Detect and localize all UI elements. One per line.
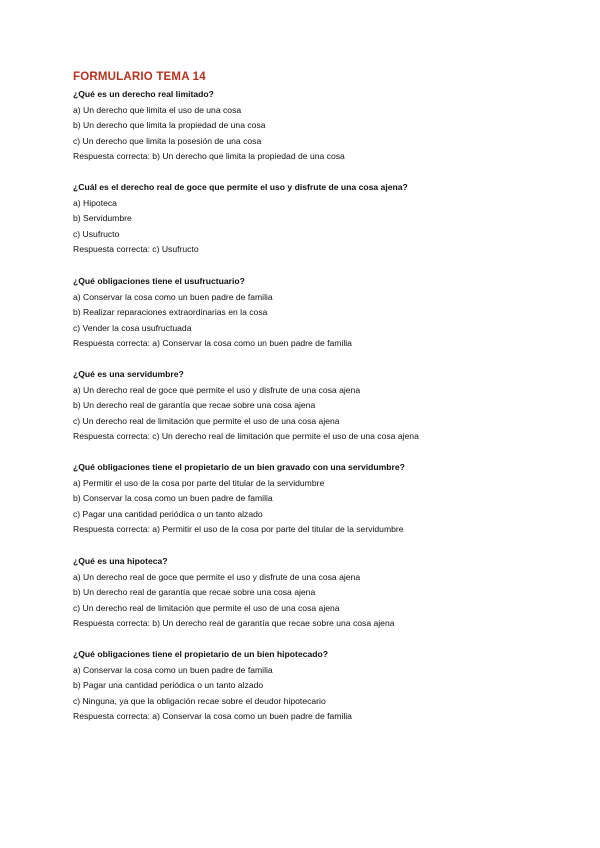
- option-b: b) Un derecho real de garantía que recae sobre una cosa ajena: [73, 400, 316, 410]
- option-a: a) Conservar la cosa como un buen padre de familia: [73, 291, 273, 302]
- correct-answer: Respuesta correcta: b) Un derecho que limita la propiedad de una cosa: [73, 151, 345, 161]
- option-b: b) Un derecho que limita la propiedad de una cosa: [73, 120, 266, 130]
- option-b: b) Servidumbre: [73, 213, 132, 223]
- question-block-4: [73, 367, 573, 445]
- option-a: a) Permitir el uso de la cosa por parte del titular de la servidumbre: [73, 477, 325, 488]
- question-block-1: [73, 87, 573, 165]
- question-block-3: [73, 274, 573, 352]
- question-text: ¿Qué es una hipoteca?: [73, 556, 168, 566]
- question-text: ¿Qué obligaciones tiene el propietario de un bien hipotecado?: [73, 649, 328, 659]
- option-c: c) Vender la cosa usufructuada: [73, 322, 192, 333]
- correct-answer: Respuesta correcta: a) Permitir el uso de la cosa por parte del titular de la servidumbre: [73, 524, 404, 534]
- question-text: ¿Qué es una servidumbre?: [73, 369, 184, 379]
- correct-answer: Respuesta correcta: c) Un derecho real de limitación que permite el uso de una cosa ajena: [73, 431, 419, 441]
- question-block-5: [73, 460, 573, 538]
- option-a: a) Conservar la cosa como un buen padre de familia: [73, 664, 273, 675]
- question-block-6: [73, 554, 573, 632]
- question-text: ¿Qué obligaciones tiene el propietario de un bien gravado con una servidumbre?: [73, 462, 405, 472]
- question-block-2: [73, 180, 573, 258]
- question-block-7: [73, 647, 573, 725]
- option-c: c) Un derecho real de limitación que permite el uso de una cosa ajena: [73, 602, 340, 613]
- question-text: ¿Qué obligaciones tiene el usufructuario?: [73, 276, 245, 286]
- question-text: ¿Qué es un derecho real limitado?: [73, 89, 214, 99]
- option-c: c) Pagar una cantidad periódica o un tanto alzado: [73, 508, 263, 519]
- option-b: b) Pagar una cantidad periódica o un tanto alzado: [73, 680, 264, 690]
- correct-answer: Respuesta correcta: b) Un derecho real de garantía que recae sobre una cosa ajena: [73, 618, 395, 628]
- option-a: a) Un derecho real de goce que permite el uso y disfrute de una cosa ajena: [73, 384, 361, 395]
- option-c: c) Un derecho real de limitación que permite el uso de una cosa ajena: [73, 415, 340, 426]
- option-c: c) Un derecho que limita la posesión de una cosa: [73, 135, 262, 146]
- option-c: c) Ninguna, ya que la obligación recae sobre el deudor hipotecario: [73, 695, 326, 706]
- question-text: ¿Cuál es el derecho real de goce que permite el uso y disfrute de una cosa ajena?: [73, 182, 408, 192]
- option-a: a) Hipoteca: [73, 197, 117, 208]
- option-a: a) Un derecho real de goce que permite el uso y disfrute de una cosa ajena: [73, 571, 361, 582]
- option-b: b) Realizar reparaciones extraordinarias en la cosa: [73, 307, 268, 317]
- option-c: c) Usufructo: [73, 228, 120, 239]
- option-a: a) Un derecho que limita el uso de una cosa: [73, 104, 242, 115]
- correct-answer: Respuesta correcta: a) Conservar la cosa como un buen padre de familia: [73, 711, 352, 721]
- option-b: b) Un derecho real de garantía que recae sobre una cosa ajena: [73, 587, 316, 597]
- option-b: b) Conservar la cosa como un buen padre de familia: [73, 493, 273, 503]
- correct-answer: Respuesta correcta: a) Conservar la cosa como un buen padre de familia: [73, 338, 352, 348]
- document-title: FORMULARIO TEMA 14: [73, 71, 206, 83]
- correct-answer: Respuesta correcta: c) Usufructo: [73, 244, 199, 254]
